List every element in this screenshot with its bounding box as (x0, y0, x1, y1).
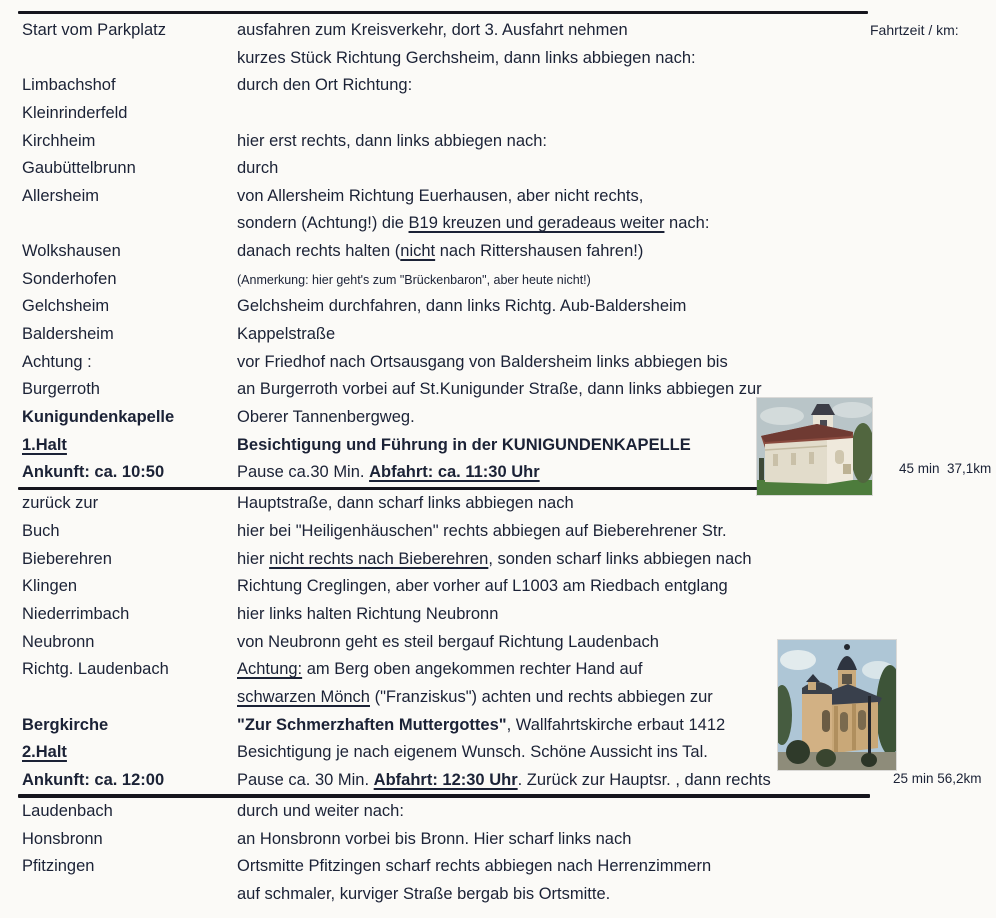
waypoint-label (0, 656, 237, 684)
instruction-text (237, 546, 996, 574)
route-row (0, 881, 996, 909)
text-segment: Gelchsheim durchfahren, dann links Richtg. Aub-Baldersheim (237, 297, 687, 316)
waypoint-label (0, 432, 237, 460)
waypoint-label (0, 881, 237, 909)
instruction-text (237, 100, 996, 128)
text-segment: hier bei "Heiligenhäuschen" rechts abbiegen auf Bieberehrener Str. (237, 522, 727, 541)
bergkirche-photo (778, 640, 896, 770)
text-segment: Ortsmitte Pfitzingen scharf rechts abbiegen nach Herrenzimmern (237, 857, 712, 876)
text-segment: Pause ca.30 Min. (237, 463, 370, 482)
text-segment: von Allersheim Richtung Euerhausen, aber nicht rechts, (237, 186, 644, 205)
text-segment: nach: (664, 214, 710, 233)
instruction-text (237, 798, 996, 826)
instruction-text (237, 432, 996, 460)
text-segment: 1.Halt (22, 435, 67, 454)
route-row (0, 17, 996, 45)
stop2-time-distance: 25 min 56,2km (893, 771, 982, 786)
waypoint-label (0, 798, 237, 826)
text-segment: , sonden scharf links abbiegen nach (488, 549, 752, 568)
route-row (0, 183, 996, 211)
text-segment: Laudenbach (22, 801, 113, 820)
text-segment: Buch (22, 522, 60, 541)
text-segment: nach Rittershausen fahren!) (435, 242, 644, 261)
text-segment: am Berg oben angekommen rechter Hand auf (302, 660, 643, 679)
text-segment: Niederrimbach (22, 604, 130, 623)
text-segment: hier erst rechts, dann links abbiegen nach: (237, 131, 548, 150)
instruction-text (237, 767, 996, 795)
text-segment: Kunigundenkapelle (22, 407, 175, 426)
instruction-text (237, 183, 996, 211)
instruction-text (237, 490, 996, 518)
text-segment: Sonderhofen (22, 269, 117, 288)
waypoint-label (0, 128, 237, 156)
route-row (0, 573, 996, 601)
instruction-text (237, 72, 996, 100)
text-segment: Abfahrt: 12:30 Uhr (373, 770, 518, 789)
route-row (0, 100, 996, 128)
text-segment: auf schmaler, kurviger Straße bergab bis Ortsmitte. (237, 884, 611, 903)
text-segment: ausfahren zum Kreisverkehr, dort 3. Ausfahrt nehmen (237, 21, 628, 39)
text-segment: Allersheim (22, 186, 100, 205)
instruction-text (237, 266, 996, 294)
text-segment: hier (237, 549, 270, 568)
instruction-text (237, 404, 996, 432)
waypoint-label (0, 629, 237, 657)
route-row (0, 210, 996, 238)
instruction-text (237, 210, 996, 238)
text-segment: nicht (400, 242, 436, 261)
text-segment: 2.Halt (22, 743, 67, 762)
text-segment: an Honsbronn vorbei bis Bronn. Hier scharf links nach (237, 829, 632, 848)
text-segment: von Neubronn geht es steil bergauf Richtung Laudenbach (237, 632, 659, 651)
route-row (0, 72, 996, 100)
text-segment: Klingen (22, 577, 78, 596)
text-segment: ("Franziskus") achten und rechts abbiegen zur (369, 687, 713, 706)
text-segment: danach rechts halten ( (237, 242, 401, 261)
route-row (0, 321, 996, 349)
text-segment: Bieberehren (22, 549, 112, 568)
waypoint-label (0, 376, 237, 404)
waypoint-label (0, 293, 237, 321)
text-segment: durch den Ort Richtung: (237, 76, 413, 95)
route-row (0, 293, 996, 321)
waypoint-label (0, 546, 237, 574)
instruction-text (237, 17, 996, 45)
instruction-text (237, 573, 996, 601)
waypoint-label (0, 712, 237, 740)
instruction-text (237, 376, 996, 404)
instruction-text (237, 321, 996, 349)
text-segment: schwarzen Mönch (237, 687, 370, 706)
text-segment: Besichtigung und Führung in der KUNIGUNDENKAPELLE (237, 435, 691, 454)
text-segment: Kappelstraße (237, 325, 336, 344)
text-segment: durch und weiter nach: (237, 801, 404, 820)
waypoint-label (0, 739, 237, 767)
waypoint-label (0, 183, 237, 211)
text-segment: Start vom Parkplatz (22, 21, 166, 39)
text-segment: , Wallfahrtskirche erbaut 1412 (506, 715, 726, 734)
text-segment: Honsbronn (22, 829, 103, 848)
instruction-text (237, 293, 996, 321)
text-segment: nicht rechts nach Bieberehren (269, 549, 489, 568)
text-segment: Gelchsheim (22, 297, 110, 316)
waypoint-label (0, 518, 237, 546)
text-segment: Achtung: (237, 660, 303, 679)
waypoint-label (0, 238, 237, 266)
instruction-text (237, 45, 996, 73)
text-segment: Ankunft: ca. 12:00 (22, 770, 165, 789)
route-row (0, 601, 996, 629)
waypoint-label (0, 459, 237, 487)
text-segment: Limbachshof (22, 76, 116, 95)
waypoint-label (0, 490, 237, 518)
instruction-text (237, 881, 996, 909)
waypoint-label (0, 601, 237, 629)
waypoint-label (0, 266, 237, 294)
route-row (0, 238, 996, 266)
route-row (0, 767, 996, 795)
text-segment: Oberer Tannenbergweg. (237, 407, 415, 426)
stop1-time-distance: 45 min 37,1km (899, 461, 992, 476)
waypoint-label (0, 853, 237, 881)
instruction-text (237, 518, 996, 546)
waypoint-label (0, 321, 237, 349)
waypoint-label (0, 684, 237, 712)
text-segment: (Anmerkung: hier geht's zum "Brückenbaron", aber heute nicht!) (237, 272, 591, 287)
text-segment: Ankunft: ca. 10:50 (22, 463, 165, 482)
text-segment: durch (237, 159, 279, 178)
text-segment: Richtung Creglingen, aber vorher auf L1003 am Riedbach entglang (237, 577, 728, 596)
fahrtzeit-header: Fahrtzeit / km: (870, 22, 959, 38)
text-segment: Baldersheim (22, 325, 114, 344)
waypoint-label (0, 100, 237, 128)
waypoint-label (0, 72, 237, 100)
waypoint-label (0, 45, 237, 73)
text-segment: Bergkirche (22, 715, 109, 734)
route-row (0, 128, 996, 156)
instruction-text (237, 853, 996, 881)
instruction-text (237, 238, 996, 266)
text-segment: zurück zur (22, 494, 99, 513)
text-segment: Gaubüttelbrunn (22, 159, 136, 178)
text-segment: Kirchheim (22, 131, 96, 150)
waypoint-label (0, 17, 237, 45)
text-segment: Pfitzingen (22, 857, 95, 876)
text-segment: kurzes Stück Richtung Gerchsheim, dann links abbiegen nach: (237, 48, 696, 67)
text-segment: vor Friedhof nach Ortsausgang von Baldersheim links abbiegen bis (237, 352, 728, 371)
route-row (0, 546, 996, 574)
text-segment: Wolkshausen (22, 242, 121, 261)
church-image (778, 640, 896, 770)
instruction-text (237, 349, 996, 377)
text-segment: "Zur Schmerzhaften Muttergottes" (237, 715, 507, 734)
instruction-text (237, 128, 996, 156)
text-segment: . Zurück zur Hauptsr. , dann rechts (517, 770, 771, 789)
waypoint-label (0, 826, 237, 854)
route-row (0, 518, 996, 546)
route-row (0, 826, 996, 854)
instruction-text (237, 155, 996, 183)
waypoint-label (0, 155, 237, 183)
text-segment: Kleinrinderfeld (22, 103, 128, 122)
text-segment: Besichtigung je nach eigenem Wunsch. Schöne Aussicht ins Tal. (237, 743, 708, 762)
text-segment: Hauptstraße, dann scharf links abbiegen nach (237, 494, 574, 513)
text-segment: sondern (Achtung!) die (237, 214, 409, 233)
waypoint-label (0, 210, 237, 238)
kunigundenkapelle-photo (757, 398, 872, 495)
text-segment: Burgerroth (22, 380, 100, 399)
text-segment: B19 kreuzen und geradeaus weiter (408, 214, 665, 233)
text-segment: Richtg. Laudenbach (22, 660, 169, 679)
waypoint-label (0, 767, 237, 795)
text-segment: Neubronn (22, 632, 95, 651)
text-segment: Abfahrt: ca. 11:30 Uhr (369, 463, 540, 482)
instruction-text (237, 826, 996, 854)
waypoint-label (0, 349, 237, 377)
route-row (0, 155, 996, 183)
route-row (0, 349, 996, 377)
waypoint-label (0, 404, 237, 432)
text-segment: Pause ca. 30 Min. (237, 770, 374, 789)
route-row (0, 853, 996, 881)
text-segment: hier links halten Richtung Neubronn (237, 604, 499, 623)
route-row (0, 45, 996, 73)
route-row (0, 798, 996, 826)
instruction-text (237, 459, 996, 487)
text-segment: an Burgerroth vorbei auf St.Kunigunder Straße, dann links abbiegen zur (237, 380, 762, 399)
route-row (0, 266, 996, 294)
text-segment: Achtung : (22, 352, 92, 371)
top-rule (18, 11, 868, 14)
chapel-image (757, 398, 872, 495)
route-section-3 (0, 798, 996, 909)
waypoint-label (0, 573, 237, 601)
instruction-text (237, 601, 996, 629)
